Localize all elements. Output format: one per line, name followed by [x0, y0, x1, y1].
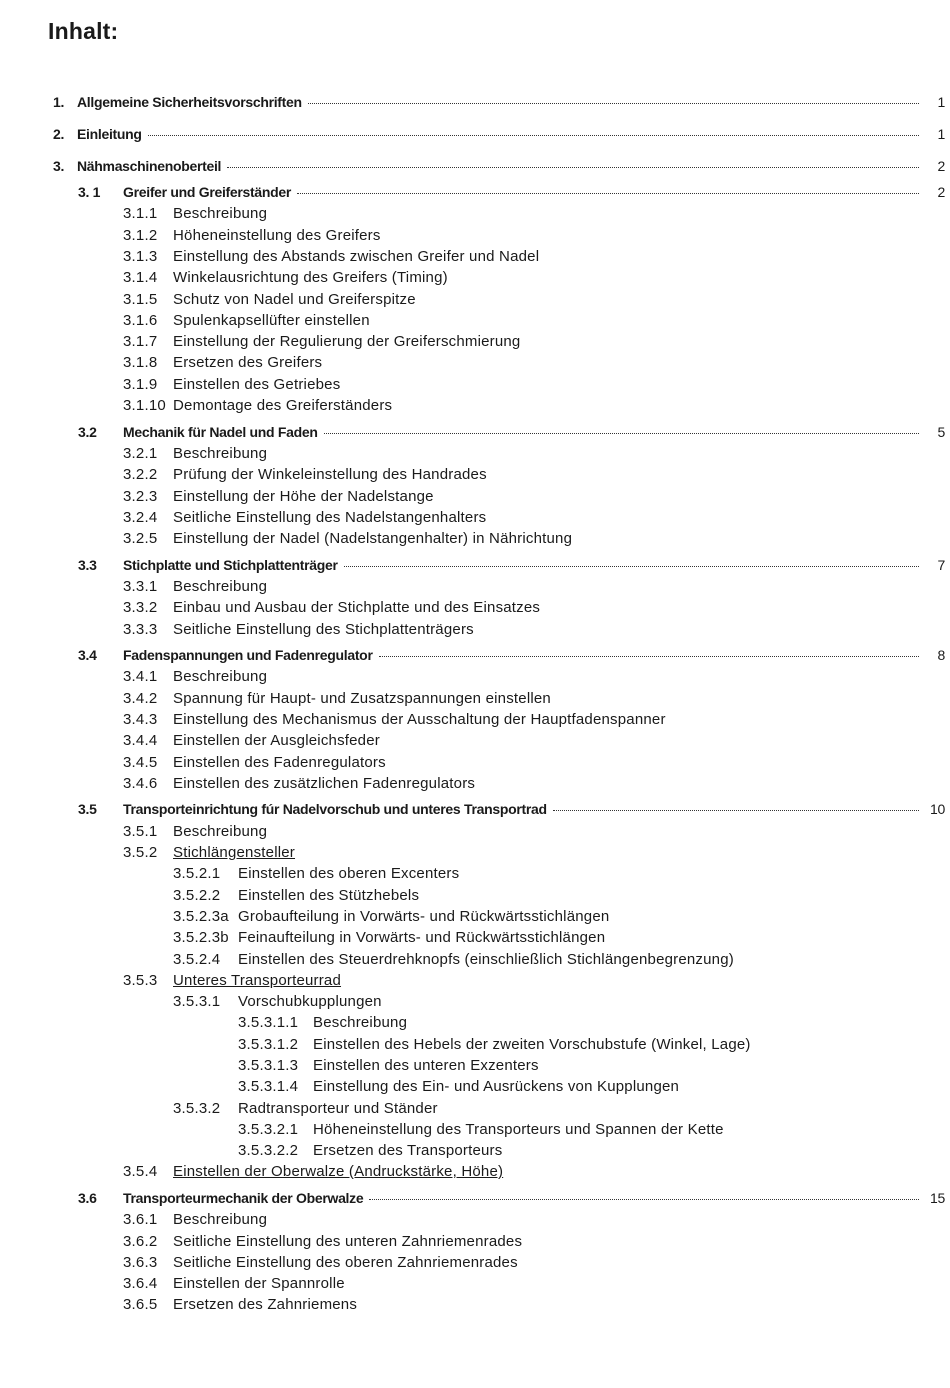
toc-label: Stichplatte und Stichplattenträger: [123, 557, 338, 573]
toc-section: [78, 1190, 945, 1210]
toc-number: 3.1.8: [123, 354, 158, 371]
toc-entry: [173, 1100, 438, 1117]
leader-dots: [369, 1198, 919, 1200]
toc-label: Ersetzen des Zahnriemens: [173, 1296, 358, 1313]
toc-number: 3.3.3: [123, 621, 158, 638]
toc-entry: [123, 445, 267, 462]
toc-label: Schutz von Nadel und Greiferspitze: [173, 291, 416, 308]
toc-entry: [123, 711, 666, 728]
toc-entry: [173, 887, 419, 904]
toc-label: Seitliche Einstellung des unteren Zahnriemenrades: [173, 1233, 523, 1250]
toc-number: 1.: [53, 94, 65, 110]
toc-entry: [238, 1014, 407, 1031]
toc-entry: [123, 205, 267, 222]
toc-label: Seitliche Einstellung des Stichplattenträgers: [173, 621, 474, 638]
toc-number: 3.5.2.3a: [173, 908, 229, 925]
toc-entry: [123, 668, 267, 685]
toc-number: 3.5.1: [123, 823, 158, 840]
leader-dots: [297, 192, 919, 194]
toc-label: Einstellen des Getriebes: [173, 376, 341, 393]
toc-entry: [123, 690, 551, 707]
toc-page: 2: [937, 158, 945, 174]
toc-entry: [123, 397, 392, 414]
toc-number: 3.4.4: [123, 732, 158, 749]
toc-number: 3.4.1: [123, 668, 158, 685]
toc-number: 3.5.2.4: [173, 951, 221, 968]
toc-label: Grobaufteilung in Vorwärts- und Rückwärtsstichlängen: [238, 908, 610, 925]
toc-number: 3.4.6: [123, 775, 158, 792]
toc-entry: [173, 929, 605, 946]
toc-label: Einstellung des Abstands zwischen Greifer und Nadel: [173, 248, 540, 265]
toc-label: Feinaufteilung in Vorwärts- und Rückwärtsstichlängen: [238, 929, 606, 946]
toc-page: 1: [937, 94, 945, 110]
toc-label: Einstellen der Spannrolle: [173, 1275, 345, 1292]
leader-dots: [553, 809, 919, 811]
toc-label: Höheneinstellung des Transporteurs und Spannen der Kette: [313, 1121, 724, 1138]
toc-label: Einstellen des Stützhebels: [238, 887, 420, 904]
toc-label: Ersetzen des Transporteurs: [313, 1142, 503, 1159]
toc-label: Einbau und Ausbau der Stichplatte und des Einsatzes: [173, 599, 541, 616]
toc-label: Mechanik für Nadel und Faden: [123, 424, 318, 440]
toc-number: 3.5.2.3b: [173, 929, 229, 946]
toc-section: [78, 557, 945, 577]
toc-label: Einstellen des Steuerdrehknopfs (einschließlich Stichlängenbegrenzung): [238, 951, 734, 968]
toc-number: 3.5.3.1.1: [238, 1014, 299, 1031]
toc-number: 3.5.3.1: [173, 993, 221, 1010]
toc-page: 7: [937, 557, 945, 573]
toc-label: Einstellung des Ein- und Ausrückens von Kupplungen: [313, 1078, 680, 1095]
toc-page: 8: [937, 647, 945, 663]
toc-number: 3.3: [78, 557, 97, 573]
toc-label: Einleitung: [77, 126, 142, 142]
toc-label: Vorschubkupplungen: [238, 993, 382, 1010]
toc-page: 1: [937, 126, 945, 142]
toc-entry: [123, 599, 540, 616]
toc-page: 5: [937, 424, 945, 440]
toc-number: 3.2.4: [123, 509, 158, 526]
toc-label: Spulenkapsellüfter einstellen: [173, 312, 370, 329]
toc-label: Einstellung der Regulierung der Greiferschmierung: [173, 333, 521, 350]
toc-label: Einstellen des zusätzlichen Fadenregulators: [173, 775, 476, 792]
toc-number: 3.4: [78, 647, 97, 663]
toc-entry: [123, 333, 520, 350]
toc-page: 10: [930, 801, 945, 817]
toc-number: 3.5.3.1.4: [238, 1078, 299, 1095]
toc-entry: [123, 844, 295, 861]
toc-entry: [123, 291, 416, 308]
leader-dots: [379, 655, 919, 657]
toc-page: 2: [937, 184, 945, 200]
toc-entry: [173, 993, 382, 1010]
toc-label: Einstellen der Ausgleichsfeder: [173, 732, 380, 749]
toc-number: 3.5.4: [123, 1163, 158, 1180]
toc-number: 3.3.1: [123, 578, 158, 595]
toc-number: 3.1.6: [123, 312, 158, 329]
toc-section: [78, 801, 945, 821]
leader-dots: [308, 102, 919, 104]
toc-number: 3.5.3.1.3: [238, 1057, 299, 1074]
toc-number: 3.1.4: [123, 269, 158, 286]
toc-number: 3.5.2: [123, 844, 158, 861]
toc-entry: [123, 248, 539, 265]
toc-entry: [123, 488, 434, 505]
toc-number: 3.1.3: [123, 248, 158, 265]
toc-label: Einstellen des oberen Excenters: [238, 865, 460, 882]
toc-label: Unteres Transporteurrad: [173, 972, 342, 989]
toc-number: 3.1.5: [123, 291, 158, 308]
toc-number: 3.3.2: [123, 599, 158, 616]
toc-entry: [123, 1275, 345, 1292]
toc-label: Prüfung der Winkeleinstellung des Handrades: [173, 466, 487, 483]
toc-number: 3.6.3: [123, 1254, 158, 1271]
toc-entry: [238, 1036, 751, 1053]
toc-number: 3.1.2: [123, 227, 158, 244]
toc-number: 3.: [53, 158, 65, 174]
toc-label: Greifer und Greiferständer: [123, 184, 292, 200]
toc-number: 3.5.3.1.2: [238, 1036, 299, 1053]
toc-number: 3.5.3.2.1: [238, 1121, 299, 1138]
toc-label: Einstellen des Hebels der zweiten Vorschubstufe (Winkel, Lage): [313, 1036, 751, 1053]
toc-label: Einstellung der Nadel (Nadelstangenhalter) in Nährichtung: [173, 530, 573, 547]
toc-entry: [123, 1163, 503, 1180]
toc-section: [78, 184, 945, 204]
toc-number: 3.6.2: [123, 1233, 158, 1250]
toc-number: 3.1.7: [123, 333, 158, 350]
toc-number: 3.1.1: [123, 205, 158, 222]
toc-number: 3.4.2: [123, 690, 158, 707]
toc-label: Beschreibung: [173, 578, 268, 595]
page-title: Inhalt:: [48, 18, 119, 44]
toc-number: 3.6: [78, 1190, 97, 1206]
toc-number: 3.5.3.2: [173, 1100, 221, 1117]
leader-dots: [344, 565, 919, 567]
toc-entry: [123, 754, 386, 771]
toc-entry: [123, 530, 572, 547]
toc-label: Beschreibung: [173, 445, 268, 462]
toc-number: 3.6.5: [123, 1296, 158, 1313]
toc-number: 3.4.3: [123, 711, 158, 728]
toc-number: 3.6.4: [123, 1275, 158, 1292]
toc-entry: [123, 376, 340, 393]
toc-number: 3.1.10: [123, 397, 166, 414]
toc-label: Radtransporteur und Ständer: [238, 1100, 438, 1117]
toc-number: 3.5.3: [123, 972, 158, 989]
toc-entry: [123, 823, 267, 840]
toc-section: [78, 424, 945, 444]
toc-entry: [173, 865, 459, 882]
toc-label: Demontage des Greiferständers: [173, 397, 393, 414]
toc-label: Höheneinstellung des Greifers: [173, 227, 381, 244]
toc-entry: [123, 1233, 522, 1250]
toc-label: Einstellung des Mechanismus der Ausschaltung der Hauptfadenspanner: [173, 711, 666, 728]
toc-number: 2.: [53, 126, 65, 142]
toc-entry: [123, 466, 487, 483]
toc-number: 3.4.5: [123, 754, 158, 771]
toc-entry: [123, 578, 267, 595]
toc-label: Transporteinrichtung fúr Nadelvorschub und unteres Transportrad: [123, 801, 547, 817]
toc-number: 3.5: [78, 801, 97, 817]
toc-number: 3.2: [78, 424, 97, 440]
toc-label: Ersetzen des Greifers: [173, 354, 323, 371]
toc-label: Beschreibung: [313, 1014, 408, 1031]
toc-entry: [173, 951, 734, 968]
toc-label: Einstellen des unteren Exzenters: [313, 1057, 539, 1074]
leader-dots: [324, 432, 919, 434]
toc-chapter: [53, 126, 945, 146]
toc-entry: [238, 1057, 539, 1074]
toc-label: Seitliche Einstellung des oberen Zahnriemenrades: [173, 1254, 518, 1271]
toc-entry: [123, 732, 380, 749]
toc-number: 3.1.9: [123, 376, 158, 393]
toc-entry: [123, 354, 322, 371]
toc-entry: [238, 1121, 724, 1138]
toc-label: Spannung für Haupt- und Zusatzspannungen einstellen: [173, 690, 551, 707]
toc-number: 3.2.5: [123, 530, 158, 547]
toc-number: 3.5.2.2: [173, 887, 221, 904]
toc-chapter: [53, 158, 945, 178]
leader-dots: [148, 134, 919, 136]
toc-entry: [123, 775, 475, 792]
toc-number: 3.6.1: [123, 1211, 158, 1228]
toc-label: Beschreibung: [173, 1211, 268, 1228]
toc-entry: [123, 1211, 267, 1228]
toc-number: 3.2.1: [123, 445, 158, 462]
toc-label: Nähmaschinenoberteil: [77, 158, 222, 174]
toc-entry: [123, 269, 448, 286]
toc-label: Einstellung der Höhe der Nadelstange: [173, 488, 434, 505]
toc-entry: [123, 621, 474, 638]
toc-entry: [123, 509, 486, 526]
toc-entry: [123, 312, 370, 329]
toc-number: 3.5.3.2.2: [238, 1142, 299, 1159]
toc-label: Beschreibung: [173, 823, 268, 840]
toc-chapter: [53, 94, 945, 114]
toc-section: [78, 647, 945, 667]
toc-label: Winkelausrichtung des Greifers (Timing): [173, 269, 448, 286]
toc-entry: [123, 1296, 357, 1313]
toc-label: Transporteurmechanik der Oberwalze: [123, 1190, 364, 1206]
toc-entry: [123, 227, 381, 244]
toc-label: Beschreibung: [173, 668, 268, 685]
toc-label: Stichlängensteller: [173, 844, 296, 861]
toc-number: 3.2.3: [123, 488, 158, 505]
toc-label: Beschreibung: [173, 205, 268, 222]
toc-entry: [238, 1142, 502, 1159]
toc-entry: [173, 908, 609, 925]
toc-label: Allgemeine Sicherheitsvorschriften: [77, 94, 302, 110]
toc-entry: [238, 1078, 679, 1095]
toc-number: 3.5.2.1: [173, 865, 221, 882]
toc-label: Fadenspannungen und Fadenregulator: [123, 647, 373, 663]
toc-label: Seitliche Einstellung des Nadelstangenhalters: [173, 509, 487, 526]
leader-dots: [227, 166, 919, 168]
toc-entry: [123, 1254, 518, 1271]
toc-label: Einstellen des Fadenregulators: [173, 754, 386, 771]
toc-entry: [123, 972, 341, 989]
toc-number: 3.2.2: [123, 466, 158, 483]
toc-page: 15: [930, 1190, 945, 1206]
toc-label: Einstellen der Oberwalze (Andruckstärke, Höhe): [173, 1163, 504, 1180]
toc-number: 3. 1: [78, 184, 101, 200]
